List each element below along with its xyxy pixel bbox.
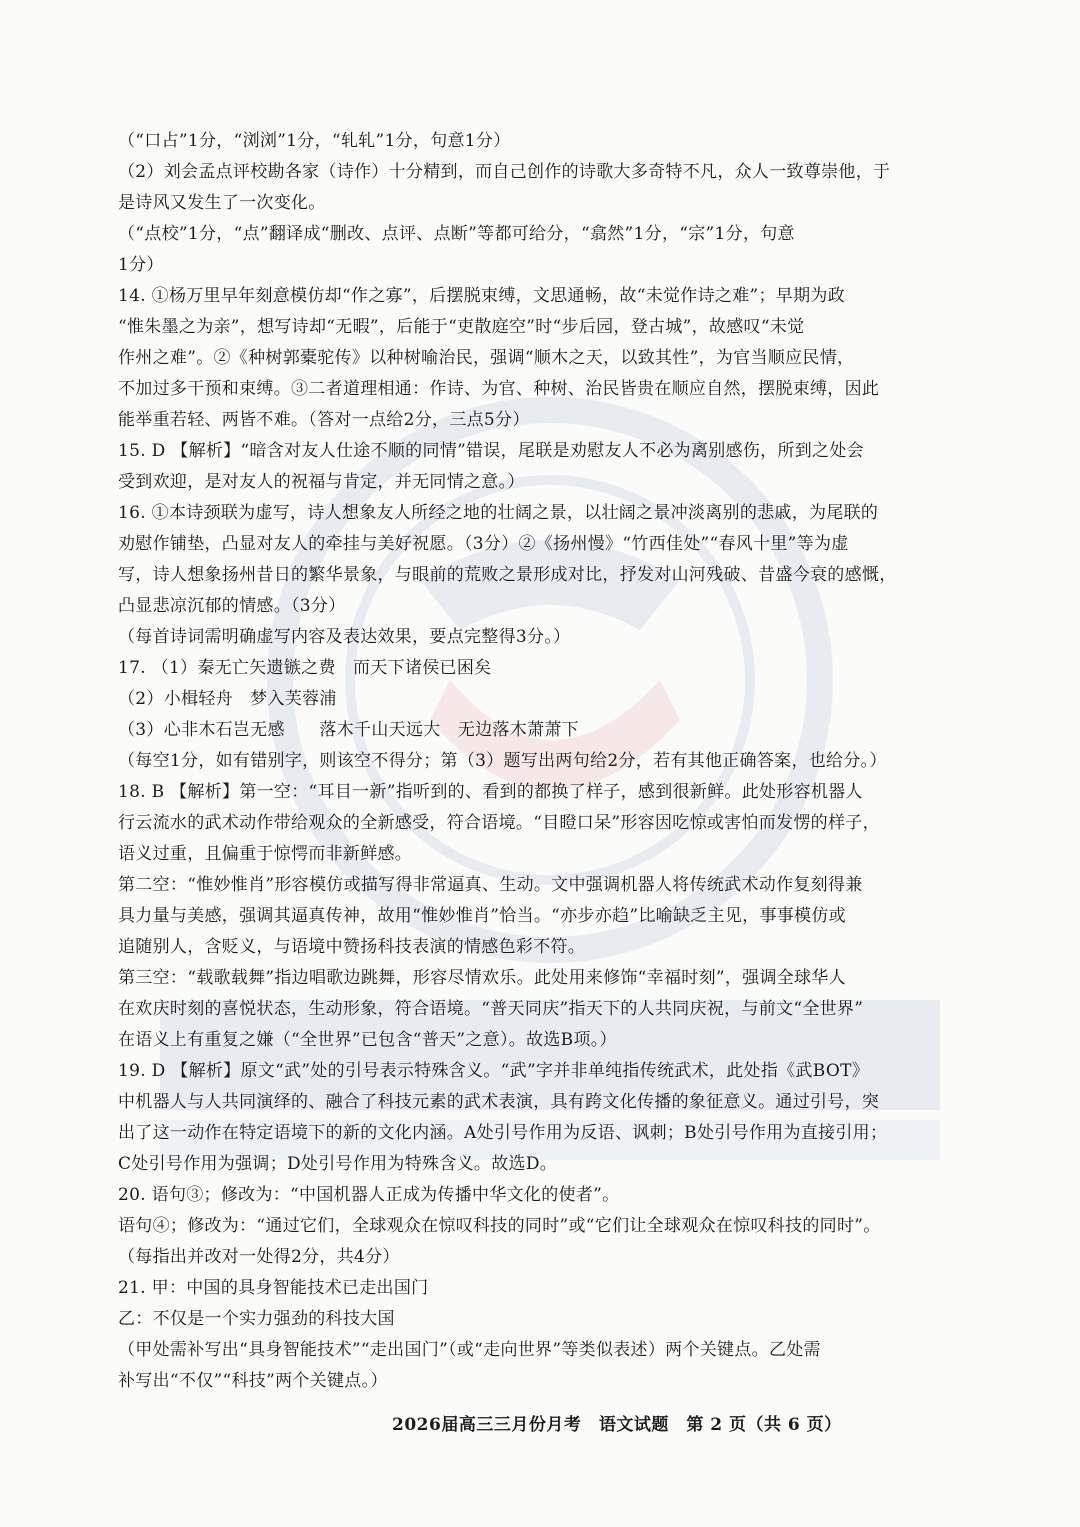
text-line: （“口占”1分，“浏浏”1分，“轧轧”1分，句意1分） <box>118 131 511 151</box>
text-line: （“点校”1分，“点”翻译成“删改、点评、点断”等都可给分，“翕然”1分，“宗”1分，句意 <box>118 224 795 244</box>
text-line: C处引号作用为强调；D处引号作用为特殊含义。故选D。 <box>118 1154 558 1174</box>
text-line: （每首诗词需明确虚写内容及表达效果，要点完整得3分。） <box>118 627 571 647</box>
text-line: 15. D 【解析】“暗含对友人仕途不顺的同情”错误，尾联是劝慰友人不必为离别感伤，所到之处会 <box>118 441 864 461</box>
text-line: （甲处需补写出“具身智能技术”“走出国门”（或“走向世界”等类似表述）两个关键点。乙处需 <box>118 1340 821 1360</box>
text-line: 写，诗人想象扬州昔日的繁华景象，与眼前的荒败之景形成对比，抒发对山河残破、昔盛今衰的感慨， <box>118 565 897 585</box>
text-line: （每空1分，如有错别字，则该空不得分；第（3）题写出两句给2分，若有其他正确答案，也给分。） <box>118 751 887 771</box>
text-line: 凸显悲凉沉郁的情感。（3分） <box>118 596 346 616</box>
text-line: 语义过重，且偏重于惊愕而非新鲜感。 <box>118 844 413 864</box>
text-line: 出了这一动作在特定语境下的新的文化内涵。A处引号作用为反语、讽刺；B处引号作用为直接引用； <box>118 1123 888 1143</box>
text-line: 中机器人与人共同演绎的、融合了科技元素的武术表演，具有跨文化传播的象征意义。通过引号，突 <box>118 1092 880 1112</box>
text-line: 行云流水的武术动作带给观众的全新感受，符合语境。“目瞪口呆”形容因吃惊或害怕而发愣的样子， <box>118 813 880 833</box>
text-line: 不加过多干预和束缚。③二者道理相通：作诗、为官、种树、治民皆贵在顺应自然，摆脱束缚，因此 <box>118 379 880 399</box>
text-line: （3）心非木石岂无感 落木千山天远大 无边落木萧萧下 <box>118 720 579 740</box>
text-line: （2）小楫轻舟 梦入芙蓉浦 <box>118 689 337 709</box>
text-line: 乙：不仅是一个实力强劲的科技大国 <box>118 1309 395 1329</box>
text-line: 是诗风又发生了一次变化。 <box>118 193 326 213</box>
text-line: 14. ①杨万里早年刻意模仿却“作之寡”，后摆脱束缚，文思通畅，故“未觉作诗之难”；早期为政 <box>118 286 846 306</box>
text-line: （每指出并改对一处得2分，共4分） <box>118 1247 400 1267</box>
text-line: 第二空：“惟妙惟肖”形容模仿或描写得非常逼真、生动。文中强调机器人将传统武术动作复刻得兼 <box>118 875 863 895</box>
text-line: 追随别人，含贬义，与语境中赞扬科技表演的情感色彩不符。 <box>118 937 586 957</box>
text-line: 补写出“不仅”“科技”两个关键点。） <box>118 1371 388 1391</box>
text-line: 能举重若轻、两皆不难。（答对一点给2分，三点5分） <box>118 410 530 430</box>
text-line: 受到欢迎，是对友人的祝福与肯定，并无同情之意。） <box>118 472 525 492</box>
text-line: 17. （1）秦无亡矢遗镞之费 而天下诸侯已困矣 <box>118 658 492 678</box>
text-line: 在语义上有重复之嫌（“全世界”已包含“普天”之意）。故选B项。） <box>118 1030 617 1050</box>
text-line: 1分） <box>118 255 164 275</box>
text-line: 作州之难”。②《种树郭橐驼传》以种树喻治民，强调“顺木之天，以致其性”，为官当顺应民情， <box>118 348 855 368</box>
text-line: 19. D 【解析】原文“武”处的引号表示特殊含义。“武”字并非单纯指传统武术，此处指《武BOT》 <box>118 1061 870 1081</box>
text-line: 劝慰作铺垫，凸显对友人的牵挂与美好祝愿。（3分）②《扬州慢》“竹西佳处”“春风十里”等为虚 <box>118 534 849 554</box>
text-line: 18. B 【解析】第一空：“耳目一新”指听到的、看到的都换了样子，感到很新鲜。此处形容机器人 <box>118 782 863 802</box>
page-footer: 2026届高三三月份月考 语文试题 第 2 页（共 6 页） <box>392 1415 842 1435</box>
text-line: 16. ①本诗颈联为虚写，诗人想象友人所经之地的壮阔之景，以壮阔之景冲淡离别的悲戚，为尾联的 <box>118 503 879 523</box>
text-line: 具力量与美感，强调其逼真传神，故用“惟妙惟肖”恰当。“亦步亦趋”比喻缺乏主见，事事模仿或 <box>118 906 846 926</box>
text-line: 在欢庆时刻的喜悦状态，生动形象，符合语境。“普天同庆”指天下的人共同庆祝，与前文“全世界” <box>118 999 864 1019</box>
text-line: 20. 语句③；修改为：“中国机器人正成为传播中华文化的使者”。 <box>118 1185 620 1205</box>
text-line: 第三空：“载歌载舞”指边唱歌边跳舞，形容尽情欢乐。此处用来修饰“幸福时刻”，强调全球华人 <box>118 968 846 988</box>
text-line: “惟朱墨之为亲”，想写诗却“无暇”，后能于“吏散庭空”时“步后园，登古城”，故感叹“未觉 <box>118 317 805 337</box>
text-line: （2）刘会孟点评校勘各家（诗作）十分精到，而自己创作的诗歌大多奇特不凡，众人一致尊崇他，于 <box>118 162 891 182</box>
answer-key-text <box>118 126 968 1397</box>
text-line: 21. 甲：中国的具身智能技术已走出国门 <box>118 1278 429 1298</box>
text-line: 语句④；修改为：“通过它们，全球观众在惊叹科技的同时”或“它们让全球观众在惊叹科技的同时”。 <box>118 1216 881 1236</box>
